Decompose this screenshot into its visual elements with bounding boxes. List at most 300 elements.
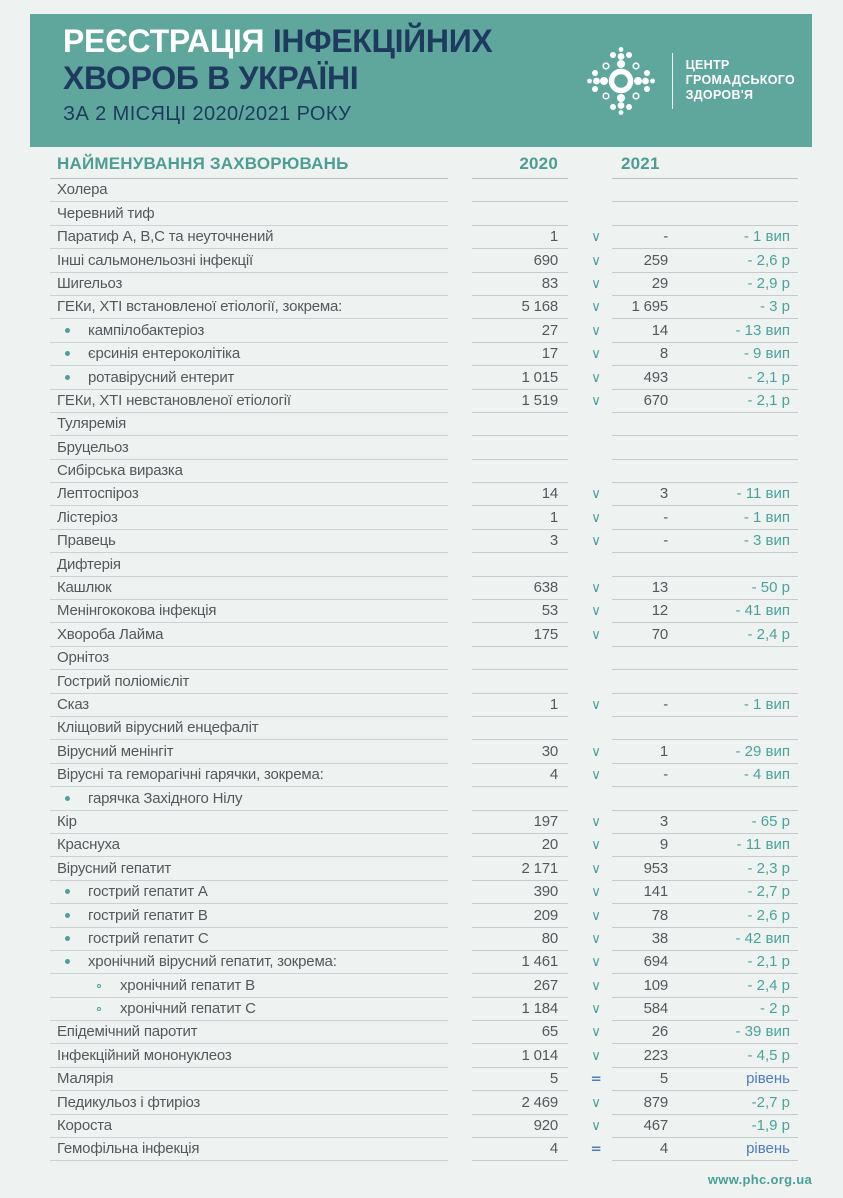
change-label: - 29 вип [735,742,790,760]
disease-name: Дифтерія [57,555,121,573]
value-2020: 5 168 [472,296,568,319]
value-2021-cell [612,296,798,319]
value-2021: 5 [659,1070,668,1088]
disease-name: Епідемічний паротит [57,1023,198,1041]
logo-text-line3: ЗДОРОВ'Я [685,88,754,102]
table-row [0,413,843,436]
value-2020: 267 [472,974,568,997]
disease-name-cell [50,226,448,249]
bullet-icon [65,913,70,918]
disease-name: Туляремія [57,415,127,433]
disease-name: Інші сальмонельозні інфекції [57,251,253,269]
value-2020: 2 171 [472,857,568,880]
value-2021-cell [612,483,798,506]
disease-name: гострий гепатит А [88,883,208,901]
change-label: - 2,1 р [747,368,790,386]
disease-name: Сибірська виразка [57,462,183,480]
table-row [0,249,843,272]
trend-icon: ∨ [591,1001,601,1018]
disease-name: Лістеріоз [57,508,118,526]
trend-icon: ∨ [591,837,601,854]
value-2020: 53 [472,600,568,623]
disease-name: гарячка Західного Нілу [88,789,243,807]
bullet-icon [65,889,70,894]
disease-name: Гемофільна інфекція [57,1140,200,1158]
logo-text-line2: ГРОМАДСЬКОГО [685,73,795,87]
table-row [0,623,843,646]
change-label: - 3 р [759,298,790,316]
trend-icon [576,647,616,670]
table-row [0,366,843,389]
change-label: - 1 вип [743,228,790,246]
table-row [0,577,843,600]
trend-icon: ∨ [591,1024,601,1041]
value-2020: 3 [472,530,568,553]
disease-name: Кліщовий вірусний енцефаліт [57,719,259,737]
disease-name: гострий гепатит С [88,929,209,947]
value-2021: 493 [643,368,668,386]
value-2021-cell [612,390,798,413]
table-row [0,202,843,225]
trend-icon: ∨ [591,696,601,713]
value-2021: - [663,766,668,784]
value-2021-cell [612,1044,798,1067]
value-2020 [472,413,568,436]
value-2020 [472,717,568,740]
disease-name-cell [50,647,448,670]
table-row [0,1138,843,1161]
value-2020: 4 [472,1138,568,1161]
value-2021: 26 [651,1023,668,1041]
bullet-icon [65,351,70,356]
disease-name: Кашлюк [57,579,112,597]
table-row [0,600,843,623]
value-2021-cell [612,1115,798,1138]
value-2020: 1 461 [472,951,568,974]
table-row [0,928,843,951]
value-2020 [472,647,568,670]
bullet-icon [97,1007,101,1011]
disease-name: Малярія [57,1070,114,1088]
disease-name: Сказ [57,695,89,713]
change-label: - 13 вип [735,321,790,339]
disease-name-cell [50,1138,448,1161]
disease-name-cell [50,273,448,296]
trend-icon: ∨ [591,603,601,620]
table-row [0,787,843,810]
trend-icon: = [590,1071,602,1088]
disease-name-cell [50,366,448,389]
change-label: - 2,1 р [747,953,790,971]
value-2021-cell [612,577,798,600]
disease-name-cell [50,577,448,600]
logo-text-line1: ЦЕНТР [685,58,730,72]
trend-icon: ∨ [591,1047,601,1064]
page-title-line2: ХВОРОБ В УКРАЇНІ [63,60,359,96]
value-2021-cell [612,1138,798,1161]
trend-icon: ∨ [591,580,601,597]
disease-name-cell [50,390,448,413]
value-2021: 223 [643,1046,668,1064]
disease-name: ротавірусний ентерит [88,368,235,386]
value-2021: 29 [651,274,668,292]
value-2020 [472,179,568,202]
change-label: - 2 р [759,1000,790,1018]
trend-icon [576,553,616,576]
disease-name: єрсинія ентероколітіка [88,345,241,363]
disease-name: Інфекційний мононуклеоз [57,1046,232,1064]
change-label: - 1 вип [743,508,790,526]
table-row [0,483,843,506]
value-2020 [472,553,568,576]
table-row [0,857,843,880]
trend-icon: ∨ [591,1094,601,1111]
table-row [0,1115,843,1138]
bullet-icon [65,796,70,801]
table-row [0,273,843,296]
table-row [0,834,843,857]
table-row [0,998,843,1021]
value-2021-cell [612,951,798,974]
trend-icon: ∨ [591,322,601,339]
value-2021: 13 [651,579,668,597]
value-2021: 584 [643,1000,668,1018]
trend-icon [576,202,616,225]
disease-name: Бруцельоз [57,438,129,456]
trend-icon: ∨ [591,860,601,877]
value-2020: 175 [472,623,568,646]
disease-name-cell [50,436,448,459]
change-label: - 2,1 р [747,391,790,409]
value-2020: 20 [472,834,568,857]
value-2021: 3 [659,485,668,503]
disease-name-cell [50,296,448,319]
disease-name-cell [50,460,448,483]
value-2020 [472,202,568,225]
value-2021-cell [612,1091,798,1114]
value-2020: 30 [472,740,568,763]
trend-icon: = [590,1141,602,1158]
value-2021-cell [612,506,798,529]
value-2021-cell [612,343,798,366]
column-header-2020: 2020 [472,155,568,179]
value-2021-cell [612,553,798,576]
disease-name-cell [50,1044,448,1067]
table-row [0,951,843,974]
value-2021-cell [612,928,798,951]
value-2021-cell [612,319,798,342]
change-label: - 2,4 р [747,625,790,643]
bullet-icon [97,984,101,988]
trend-icon [576,787,616,810]
value-2021: 9 [659,836,668,854]
table-row [0,436,843,459]
disease-name: гострий гепатит В [88,906,208,924]
phc-dotted-starburst-icon [583,43,659,119]
table-row [0,694,843,717]
disease-name: Педикульоз і фтиріоз [57,1093,201,1111]
trend-icon [576,436,616,459]
value-2021-cell [612,834,798,857]
bullet-icon [65,328,70,333]
table-row [0,343,843,366]
disease-name: Хвороба Лайма [57,625,164,643]
disease-name-cell [50,787,448,810]
value-2020: 80 [472,928,568,951]
value-2021: 70 [651,625,668,643]
value-2021: 1 695 [631,298,668,316]
value-2020: 65 [472,1021,568,1044]
table-row [0,811,843,834]
trend-icon [576,413,616,436]
trend-icon [576,717,616,740]
value-2021: 4 [659,1140,668,1158]
table-row [0,904,843,927]
value-2020: 27 [472,319,568,342]
disease-name-cell [50,928,448,951]
value-2021: 8 [659,345,668,363]
disease-name: Черевний тиф [57,204,155,222]
logo-text [686,58,795,103]
value-2021-cell [612,273,798,296]
change-label: -2,7 р [751,1093,790,1111]
title-block [63,23,492,126]
trend-icon: ∨ [591,229,601,246]
value-2021-cell [612,226,798,249]
disease-name-cell [50,1091,448,1114]
value-2020: 4 [472,764,568,787]
disease-name-cell [50,483,448,506]
disease-name-cell [50,951,448,974]
disease-name: Менінгококова інфекція [57,602,217,620]
value-2021: 78 [651,906,668,924]
value-2021: 694 [643,953,668,971]
disease-name-cell [50,998,448,1021]
table-row [0,647,843,670]
value-2021-cell [612,998,798,1021]
table-row [0,226,843,249]
value-2021: - [663,695,668,713]
table-row [0,296,843,319]
disease-name-cell [50,974,448,997]
column-header-2021: 2021 [612,155,798,179]
footer-url[interactable]: www.phc.org.ua [707,1172,812,1187]
change-label: - 2,9 р [747,274,790,292]
value-2020: 638 [472,577,568,600]
value-2020 [472,436,568,459]
bullet-icon [65,959,70,964]
value-2021: - [663,508,668,526]
change-label: - 11 вип [736,836,790,854]
trend-icon: ∨ [591,767,601,784]
disease-name: Гострий поліомієліт [57,672,190,690]
disease-name: Лептоспіроз [57,485,139,503]
page-title-line1 [63,23,492,60]
page-subtitle: ЗА 2 МІСЯЦІ 2020/2021 РОКУ [63,103,352,125]
value-2021-cell [612,740,798,763]
disease-name: Вірусний гепатит [57,859,172,877]
disease-name-cell [50,249,448,272]
table-row [0,1021,843,1044]
value-2020: 2 469 [472,1091,568,1114]
table-body [0,179,843,1161]
change-label: - 4,5 р [747,1046,790,1064]
value-2021: - [663,532,668,550]
value-2021-cell [612,857,798,880]
value-2021-cell [612,179,798,202]
trend-icon: ∨ [591,533,601,550]
trend-icon: ∨ [591,930,601,947]
trend-icon: ∨ [591,509,601,526]
value-2021-cell [612,647,798,670]
value-2021-cell [612,249,798,272]
trend-icon: ∨ [591,813,601,830]
disease-name-cell [50,600,448,623]
change-label: - 2,7 р [747,883,790,901]
trend-icon: ∨ [591,954,601,971]
table-row [0,974,843,997]
disease-name-cell [50,670,448,693]
disease-name: Правець [57,532,116,550]
value-2021-cell [612,366,798,389]
change-label: - 3 вип [743,532,790,550]
disease-name: хронічний гепатит В [120,976,255,994]
disease-name-cell [50,319,448,342]
trend-icon: ∨ [591,486,601,503]
trend-icon: ∨ [591,743,601,760]
value-2020: 197 [472,811,568,834]
value-2020: 1 [472,506,568,529]
trend-icon: ∨ [591,346,601,363]
change-label: - 50 р [751,579,790,597]
value-2021: 259 [643,251,668,269]
table-row [0,1091,843,1114]
value-2021-cell [612,764,798,787]
disease-name-cell [50,1115,448,1138]
disease-name: кампілобактеріоз [88,321,205,339]
table-header [0,155,843,179]
trend-icon: ∨ [591,977,601,994]
disease-name-cell [50,857,448,880]
disease-name-cell [50,904,448,927]
phc-logo [583,14,795,147]
value-2020 [472,670,568,693]
value-2020: 920 [472,1115,568,1138]
trend-icon: ∨ [591,252,601,269]
change-label: - 2,3 р [747,859,790,877]
value-2021: - [663,228,668,246]
value-2021-cell [612,413,798,436]
value-2020: 1 014 [472,1044,568,1067]
table-row [0,764,843,787]
value-2021-cell [612,974,798,997]
disease-name: Шигельоз [57,274,123,292]
disease-name-cell [50,413,448,436]
disease-name-cell [50,506,448,529]
value-2020: 1 184 [472,998,568,1021]
value-2021: 953 [643,859,668,877]
table-row [0,460,843,483]
disease-name: ГЕКи, ХТІ невстановленої етіології [57,391,291,409]
disease-name-cell [50,717,448,740]
change-label: - 11 вип [736,485,790,503]
change-label: - 1 вип [743,695,790,713]
change-label: - 42 вип [735,929,790,947]
value-2021: 879 [643,1093,668,1111]
disease-name-cell [50,811,448,834]
disease-name-cell [50,343,448,366]
disease-name: Кір [57,812,77,830]
trend-icon: ∨ [591,299,601,316]
disease-name-cell [50,1021,448,1044]
disease-name: Паратиф А, В,С та неуточнений [57,228,274,246]
disease-name-cell [50,530,448,553]
bullet-icon [65,375,70,380]
value-2021-cell [612,623,798,646]
change-label: - 65 р [751,812,790,830]
change-label: рівень [746,1070,790,1088]
disease-name: Короста [57,1117,112,1135]
disease-name: Холера [57,181,108,199]
value-2021-cell [612,670,798,693]
disease-name: Вірусний менінгіт [57,742,174,760]
disease-name: Орнітоз [57,649,109,667]
disease-name-cell [50,623,448,646]
change-label: - 2,6 р [747,906,790,924]
disease-name-cell [50,1068,448,1091]
value-2021: 467 [643,1117,668,1135]
title-accent: РЕЄСТРАЦІЯ [63,23,265,59]
value-2021-cell [612,811,798,834]
value-2020: 1 015 [472,366,568,389]
change-label: - 2,6 р [747,251,790,269]
disease-name-cell [50,881,448,904]
value-2020: 17 [472,343,568,366]
value-2021-cell [612,460,798,483]
value-2020 [472,460,568,483]
value-2021-cell [612,600,798,623]
value-2021-cell [612,694,798,717]
value-2020: 14 [472,483,568,506]
value-2020: 390 [472,881,568,904]
value-2021-cell [612,787,798,810]
disease-name-cell [50,179,448,202]
table-row [0,179,843,202]
column-header-diseases: НАЙМЕНУВАННЯ ЗАХВОРЮВАНЬ [50,155,448,179]
disease-name: хронічний гепатит С [120,1000,256,1018]
value-2021: 14 [651,321,668,339]
table-row [0,553,843,576]
disease-name-cell [50,202,448,225]
value-2020: 690 [472,249,568,272]
disease-name: Вірусні та геморагічні гарячки, зокрема: [57,766,324,784]
value-2021: 1 [659,742,668,760]
value-2020: 1 [472,694,568,717]
disease-name-cell [50,764,448,787]
table-row [0,390,843,413]
table-row [0,717,843,740]
trend-icon: ∨ [591,907,601,924]
change-label: - 4 вип [743,766,790,784]
value-2021-cell [612,202,798,225]
value-2020: 83 [472,273,568,296]
value-2021: 141 [643,883,668,901]
change-label: - 41 вип [735,602,790,620]
trend-icon: ∨ [591,275,601,292]
table-row [0,1068,843,1091]
value-2021: 12 [651,602,668,620]
value-2020: 209 [472,904,568,927]
